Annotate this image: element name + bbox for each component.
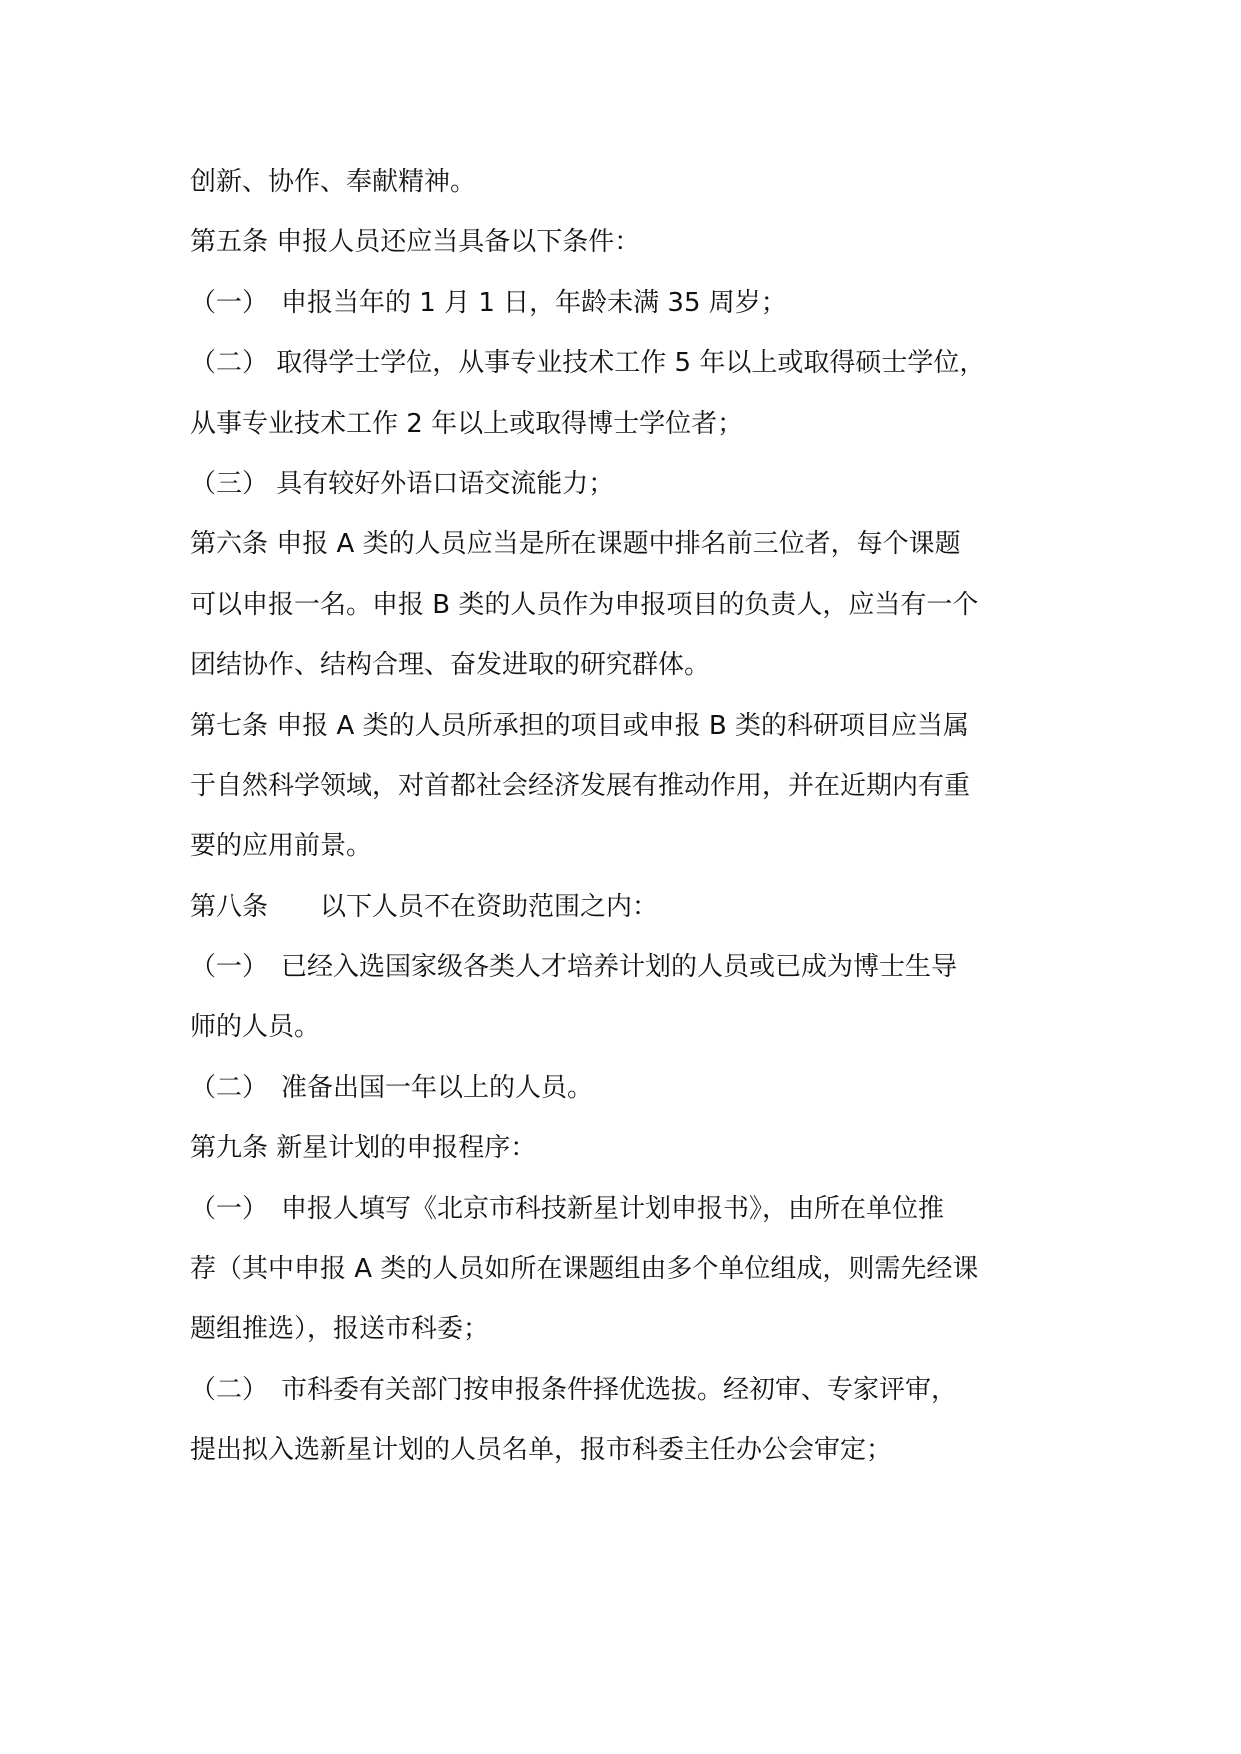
- article-9-heading: 第九条 新星计划的申报程序：: [190, 1133, 537, 1164]
- text-line: （一） 申报当年的 1 月 1 日，年龄未满 35 周岁；: [190, 287, 787, 318]
- document-body: [190, 152, 1060, 1481]
- text-line: 从事专业技术工作 2 年以上或取得博士学位者；: [190, 408, 744, 439]
- article-8-heading: 第八条 以下人员不在资助范围之内：: [190, 891, 659, 922]
- text-line: （二） 市科委有关部门按申报条件择优选拔。经初审、专家评审，: [190, 1374, 958, 1405]
- text-line: 创新、协作、奉献精神。: [190, 167, 477, 197]
- text-line: （二） 准备出国一年以上的人员。: [190, 1072, 594, 1103]
- text-line: 团结协作、结构合理、奋发进取的研究群体。: [190, 650, 711, 681]
- text-line: 要的应用前景。: [190, 831, 373, 862]
- text-line: （二） 取得学士学位，从事专业技术工作 5 年以上或取得硕士学位，: [190, 348, 986, 379]
- text-line: （一） 已经入选国家级各类人才培养计划的人员或已成为博士生导: [190, 952, 958, 983]
- text-line: （一） 申报人填写《北京市科技新星计划申报书》，由所在单位推: [190, 1193, 945, 1224]
- text-line: 提出拟入选新星计划的人员名单，报市科委主任办公会审定；: [190, 1435, 893, 1466]
- text-line: 师的人员。: [190, 1012, 321, 1043]
- text-line: 于自然科学领域，对首都社会经济发展有推动作用，并在近期内有重: [190, 770, 971, 801]
- article-5-heading: 第五条 申报人员还应当具备以下条件：: [190, 227, 641, 258]
- article-7-heading: 第七条 申报 A 类的人员所承担的项目或申报 B 类的科研项目应当属: [190, 710, 969, 741]
- text-line: （三） 具有较好外语口语交流能力；: [190, 468, 615, 499]
- text-line: 题组推选），报送市科委；: [190, 1314, 490, 1345]
- article-6-heading: 第六条 申报 A 类的人员应当是所在课题中排名前三位者，每个课题: [190, 529, 961, 560]
- text-line: 可以申报一名。申报 B 类的人员作为申报项目的负责人，应当有一个: [190, 589, 979, 620]
- text-line: 荐（其中申报 A 类的人员如所在课题组由多个单位组成，则需先经课: [190, 1254, 979, 1285]
